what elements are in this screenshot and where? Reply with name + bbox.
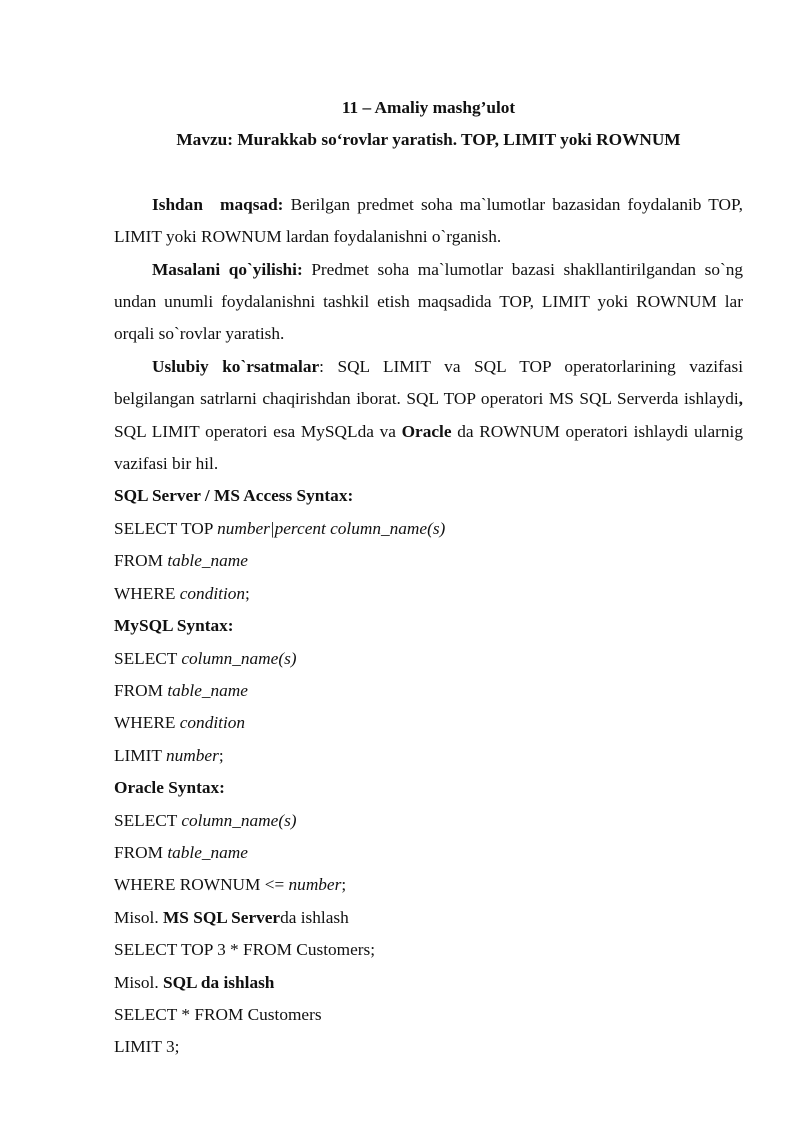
method-text-1: : SQL LIMIT va SQL TOP operatorlarining vazifasi belgilangan satrlarni chaqirishdan iborat. SQL TOP operatori MS SQL Serverda ishlaydi	[114, 356, 744, 409]
sqlserver-l2-keyword: FROM	[114, 551, 168, 571]
sqlserver-l2-table: table_name	[167, 551, 248, 571]
sqlserver-line-1	[114, 513, 743, 545]
method-label: Uslubiy ko`rsatmalar	[152, 356, 320, 376]
oracle-line-3	[114, 869, 743, 901]
solution-text: Predmet soha ma`lumotlar bazasi shakllantirilgandan so`ng undan unumli foydalanishni tashkil etish maqsadida TOP, LIMIT yoki ROWNUM lar orqali so`rovlar yaratish.	[114, 259, 744, 344]
example-2-code-line-2: LIMIT 3;	[114, 1037, 180, 1057]
mysql-l4-number: number	[166, 745, 219, 765]
mysql-l1-keyword: SELECT	[114, 648, 182, 668]
oracle-heading-text: Oracle Syntax:	[114, 778, 225, 798]
sqlserver-l3-semicolon: ;	[245, 583, 250, 603]
mysql-l4-semicolon: ;	[218, 745, 224, 765]
goal-paragraph	[114, 189, 743, 254]
mysql-l2-keyword: FROM	[114, 680, 168, 700]
sqlserver-line-3	[114, 578, 743, 610]
example-1-product: MS SQL Server	[162, 907, 281, 927]
example-1-prefix: Misol.	[114, 907, 163, 927]
example-1-heading	[114, 902, 743, 934]
example-2-prefix: Misol.	[114, 972, 163, 992]
method-comma: ,	[738, 389, 743, 409]
oracle-l3-semicolon: ;	[341, 875, 347, 895]
oracle-l3-keyword: WHERE ROWNUM <=	[114, 875, 289, 895]
goal-label: Ishdan maqsad:	[152, 194, 284, 214]
mysql-l3-keyword: WHERE	[114, 713, 180, 733]
oracle-l2-table: table_name	[167, 842, 248, 862]
example-2-product: SQL da ishlash	[162, 972, 275, 992]
sqlserver-l3-condition: condition	[179, 583, 246, 603]
mysql-line-1	[114, 643, 743, 675]
sqlserver-heading-text: SQL Server / MS Access Syntax:	[114, 486, 354, 506]
oracle-l2-keyword: FROM	[114, 842, 168, 862]
solution-label: Masalani qo`yilishi:	[152, 259, 303, 279]
sqlserver-l1-args: number|percent column_name(s)	[217, 518, 446, 538]
oracle-l1-keyword: SELECT	[114, 810, 182, 830]
example-1-suffix: da ishlash	[280, 907, 349, 927]
mysql-line-4	[114, 740, 743, 772]
mysql-line-3	[114, 707, 743, 739]
page-title: 11 – Amaliy mashg’ulot	[341, 98, 516, 117]
mysql-heading-text: MySQL Syntax:	[114, 616, 234, 636]
mysql-heading	[114, 610, 743, 642]
sqlserver-heading	[114, 480, 743, 512]
method-oracle: Oracle	[401, 421, 452, 441]
sqlserver-l3-keyword: WHERE	[114, 583, 180, 603]
mysql-l3-condition: condition	[179, 713, 246, 733]
solution-paragraph	[114, 254, 743, 351]
oracle-l1-columns: column_name(s)	[181, 810, 297, 830]
goal-text: Berilgan predmet soha ma`lumotlar bazasidan foydalanib TOP, LIMIT yoki ROWNUM lardan foydalanishni o`rganish.	[114, 194, 744, 247]
mysql-l1-columns: column_name(s)	[181, 648, 297, 668]
example-2-heading	[114, 967, 743, 999]
method-paragraph	[114, 351, 743, 481]
sqlserver-l1-keyword: SELECT TOP	[114, 518, 218, 538]
oracle-line-2	[114, 837, 743, 869]
page-subtitle: Mavzu: Murakkab so‘rovlar yaratish. TOP, LIMIT yoki ROWNUM	[176, 130, 681, 150]
mysql-line-2	[114, 675, 743, 707]
mysql-l2-table: table_name	[167, 680, 248, 700]
method-text-2: SQL LIMIT operatori esa MySQLda va	[114, 421, 402, 441]
example-2-code-line-1: SELECT * FROM Customers	[114, 1004, 322, 1024]
example-1-code: SELECT TOP 3 * FROM Customers;	[114, 940, 376, 960]
oracle-line-1	[114, 805, 743, 837]
oracle-heading	[114, 772, 743, 804]
method-text-3: da ROWNUM operatori ishlaydi ularnig vazifasi bir hil.	[114, 421, 743, 474]
oracle-l3-number: number	[288, 875, 342, 895]
sqlserver-line-2	[114, 545, 743, 577]
mysql-l4-keyword: LIMIT	[114, 745, 166, 765]
